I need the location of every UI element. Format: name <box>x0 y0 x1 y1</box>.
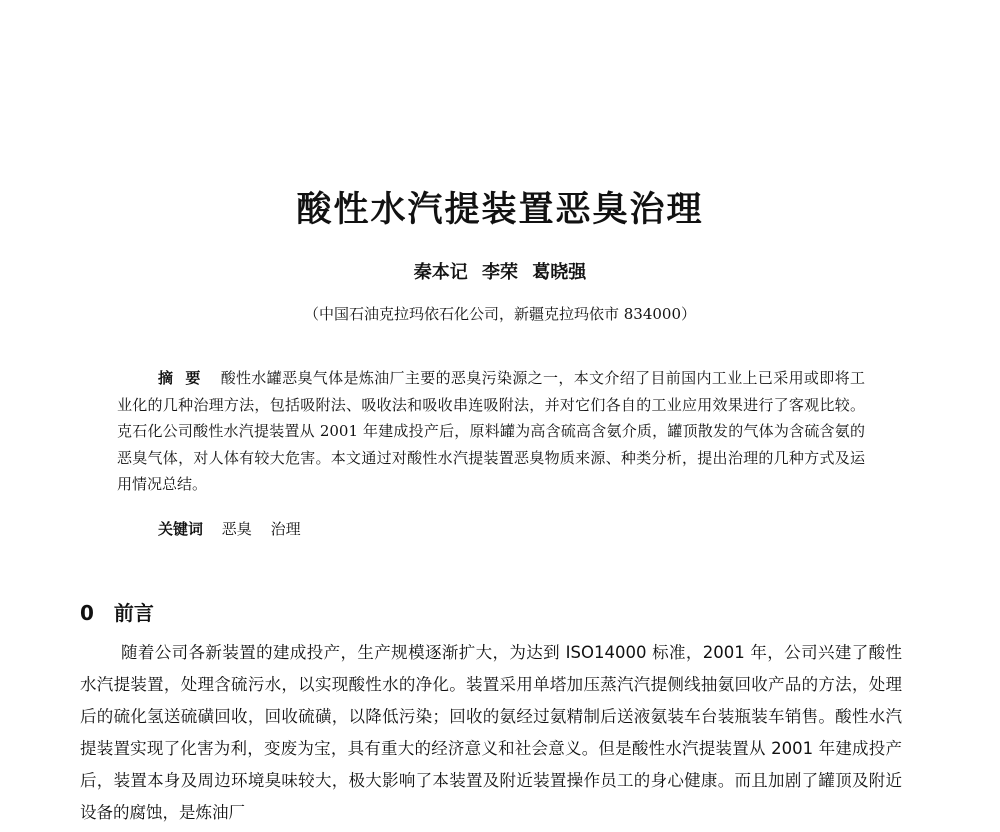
keywords <box>158 518 315 539</box>
paper-title: 酸性水汽提装置恶臭治理 <box>296 190 704 230</box>
author-name: 秦本记 <box>413 262 468 283</box>
section-title: 前言 <box>113 601 154 625</box>
section-heading <box>80 597 154 626</box>
keyword: 治理 <box>270 520 301 538</box>
abstract-label: 摘要 <box>158 369 213 387</box>
section-number: 0 <box>80 601 94 625</box>
keyword: 恶臭 <box>221 520 252 538</box>
body-paragraph: 随着公司各新装置的建成投产，生产规模逐渐扩大，为达到 ISO14000 标准，2001 年，公司兴建了酸性水汽提装置，处理含硫污水，以实现酸性水的净化。装置采用单塔加压蒸汽汽提侧线抽氨回收产品的方法，处理后的硫化氢送硫磺回收，回收硫磺，以降低污染；回收的氨经过氨精制后送液氨装车台装瓶装车销售。酸性水汽提装置实现了化害为利，变废为宝，具有重大的经济意义和社会意义。但是酸性水汽提装置从 2001 年建成投产后，装置本身及周边环境臭味较大，极大影响了本装置及附近装置操作员工的身心健康。而且加剧了罐顶及附近设备的腐蚀，是炼油厂 <box>80 643 902 822</box>
authors <box>0 258 1000 284</box>
keywords-label: 关键词 <box>158 520 204 538</box>
abstract-text: 酸性水罐恶臭气体是炼油厂主要的恶臭污染源之一，本文介绍了目前国内工业上已采用或即将工业化的几种治理方法，包括吸附法、吸收法和吸收串连吸附法，并对它们各自的工业应用效果进行了客观比较。克石化公司酸性水汽提装置从 2001 年建成投产后，原料罐为高含硫高含氨介质，罐顶散发的气体为含硫含氨的恶臭气体，对人体有较大危害。本文通过对酸性水汽提装置恶臭物质来源、种类分析，提出治理的几种方式及运用情况总结。 <box>117 369 865 494</box>
author-name: 李荣 <box>482 262 518 283</box>
affiliation: （中国石油克拉玛依石化公司，新疆克拉玛依市 834000） <box>303 305 697 323</box>
abstract <box>117 365 865 498</box>
author-name: 葛晓强 <box>532 262 587 283</box>
